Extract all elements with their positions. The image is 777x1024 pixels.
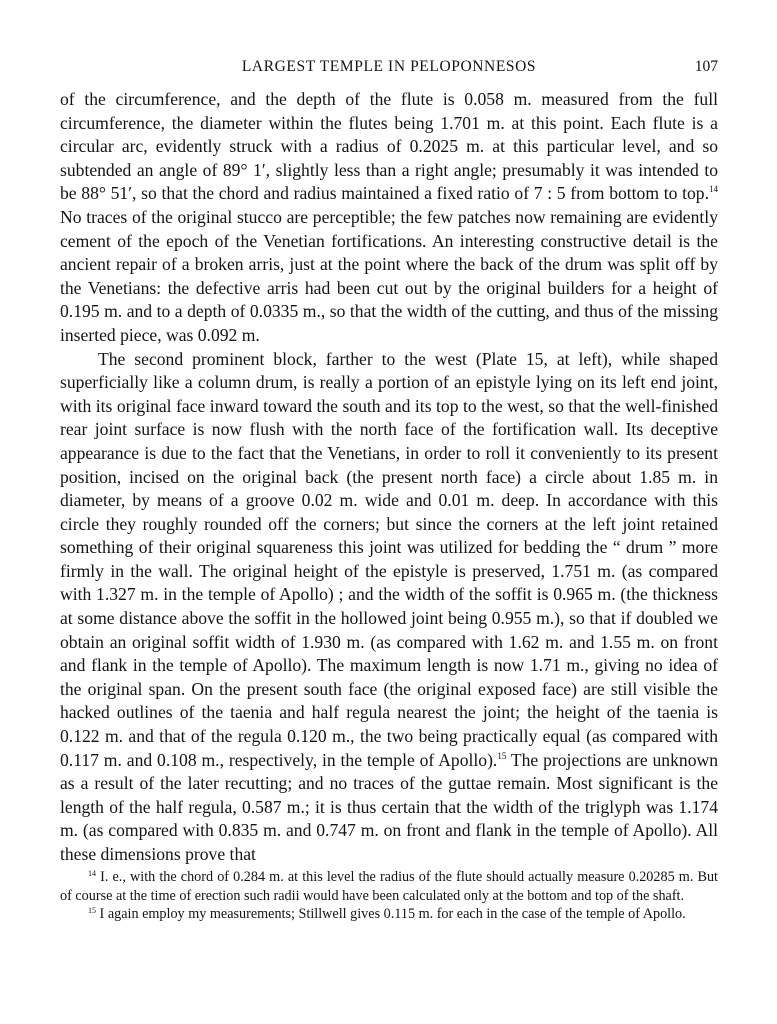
footnote-marker-14: 14 — [88, 869, 96, 878]
paragraph-2 — [60, 348, 718, 867]
running-header — [60, 58, 718, 82]
footnote-15-text: I again employ my measurements; Stillwell gives 0.115 m. for each in the case of the temple of Apollo. — [96, 906, 686, 923]
footnote-marker-15: 15 — [88, 906, 96, 916]
footnote-14-text: I. e., with the chord of 0.284 m. at this level the radius of the flute should actually measure 0.20285 m. But of course at the time of erection such radii would have been calculated only at the bottom and top of the shaft. — [60, 869, 718, 904]
running-title: LARGEST TEMPLE IN PELOPONNESOS — [241, 58, 537, 75]
paragraph-2-text-b: The projections are unknown as a result of the later recutting; and no traces of the guttae remain. Most significant is the length of the half regula, 0.587 m.; it is thus certain that the width of the triglyph was 1.174 m. (as compared with 0.835 m. and 0.747 m. on front and flank in the temple of Apollo). All these dimensions prove that — [60, 749, 718, 864]
footnote-ref-14[interactable]: 14 — [709, 184, 718, 195]
paragraph-1-text-b: No traces of the original stucco are perceptible; the few patches now remaining are evidently cement of the epoch of the Venetian fortifications. An interesting constructive detail is the ancient repair of a broken arris, just at the point where the back of the drum was split off by the Venetians: the defective arris had been cut out by the original builders for a height of 0.195 m. and to a depth of 0.0335 m., so that the width of the cutting, and thus of the missing inserted piece, was 0.092 m. — [60, 206, 718, 345]
footnotes — [60, 868, 718, 924]
paragraph-1-text-a: of the circumference, and the depth of the flute is 0.058 m. measured from the full circumference, the diameter within the flutes being 1.701 m. at this point. Each flute is a circular arc, evidently struck with a radius of 0.2025 m. at this particular level, and so subtended an angle of 89° 1′, slightly less than a right angle; presumably it was intended to be 88° 51′, so that the chord and radius maintained a fixed ratio of 7 : 5 from bottom to top. — [60, 89, 718, 204]
paragraph-2-text-a: The second prominent block, farther to the west (Plate 15, at left), while shaped superficially like a column drum, is really a portion of an epistyle lying on its left end joint, with its original face inward toward the south and its top to the west, so that the well-finished rear joint surface is now flush with the north face of the fortification wall. Its deceptive appearance is due to the fact that the Venetians, in order to roll it conveniently to its present position, incised on the original back (the present north face) a circle about 1.85 m. in diameter, by means of a groove 0.02 m. wide and 0.01 m. deep. In accordance with this circle they roughly rounded off the corners; but since the corners at the left joint retained something of their original squareness this joint was utilized for bedding the “ drum ” more firmly in the wall. The original height of the epistyle is preserved, 1.751 m. (as compared with 1.327 m. in the temple of Apollo) ; and the width of the soffit is 0.965 m. (the thickness at some distance above the soffit in the hollowed joint being 0.955 m.), so that if doubled we obtain an original soffit width of 1.930 m. (as compared with 1.62 m. and 1.55 m. on front and flank in the temple of Apollo). The maximum length is now 1.71 m., giving no idea of the original span. On the present south face (the original exposed face) are still visible the hacked outlines of the taenia and half regula nearest the joint; the height of the taenia is 0.122 m. and that of the regula 0.120 m., the two being practically equal (as compared with 0.117 m. and 0.108 m., respectively, in the temple of Apollo). — [60, 348, 718, 770]
footnote-15 — [60, 905, 718, 924]
page — [60, 58, 718, 867]
footnote-14 — [60, 868, 718, 905]
page-number: 107 — [694, 58, 718, 75]
paragraph-1 — [60, 88, 718, 348]
footnote-ref-15[interactable]: 15 — [497, 750, 507, 761]
body-text — [60, 88, 718, 867]
